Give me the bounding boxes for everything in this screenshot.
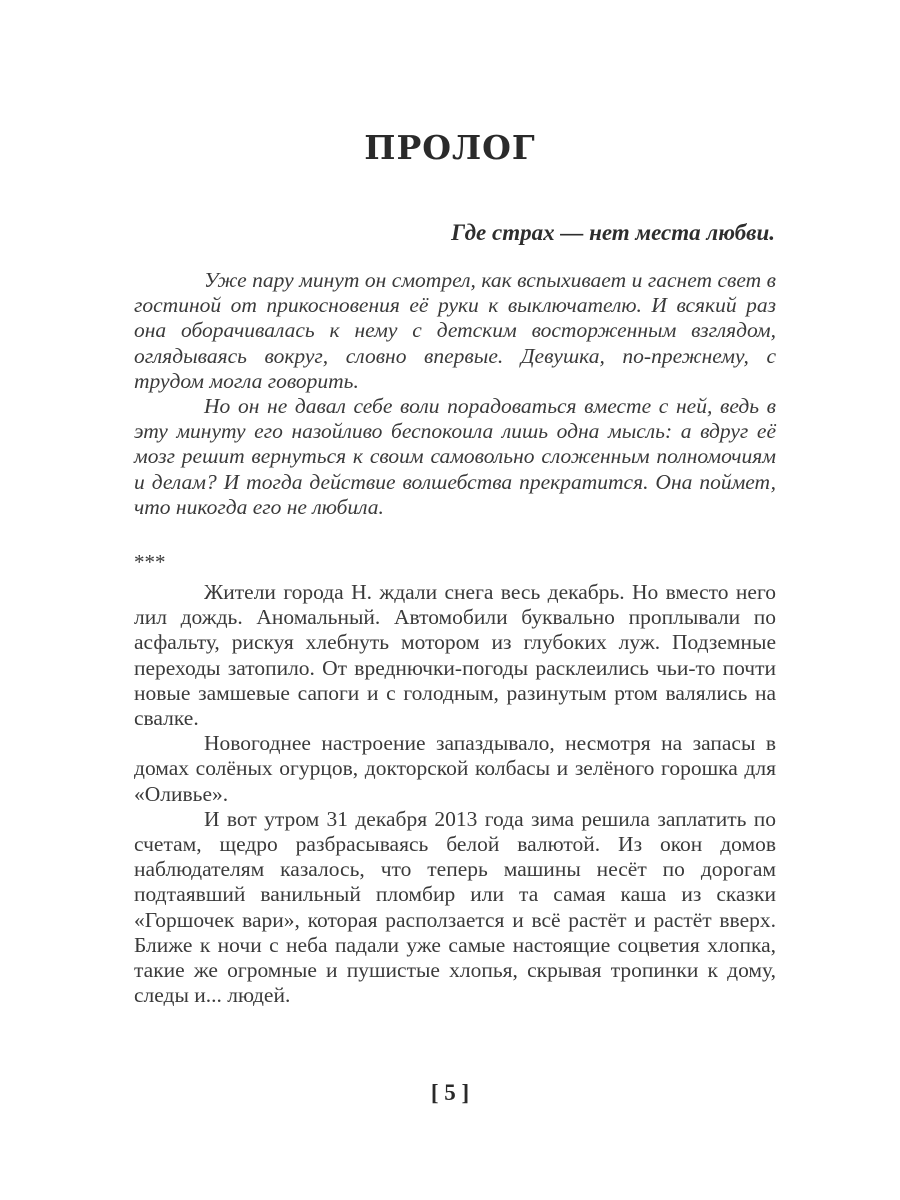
section-separator: *** [134,550,166,574]
paragraph: Новогоднее настроение запаздывало, несмотря на запасы в домах солёных огурцов, докторской колбасы и зелёного горошка для «Оливье». [134,731,776,806]
main-section [134,580,776,1008]
page-number: [ 5 ] [430,1080,470,1105]
chapter-title: ПРОЛОГ [364,128,536,167]
paragraph: Уже пару минут он смотрел, как вспыхивает и гаснет свет в гостиной от прикосновения её руки к выключателю. И всякий раз она оборачивалась к нему с детским восторженным взглядом, оглядываясь вокруг, словно впервые. Девушка, по-прежнему, с трудом могла говорить. [134,268,776,393]
paragraph: Жители города Н. ждали снега весь декабрь. Но вместо него лил дождь. Аномальный. Автомобили буквально проплывали по асфальту, рискуя хлебнуть мотором из глубоких луж. Подземные переходы затопило. От вреднючки-погоды расклеились чьи-то почти новые замшевые сапоги и с голодным, разинутым ртом валялись на свалке. [134,580,776,731]
italic-section [134,268,776,520]
epigraph: Где страх — нет места любви. [451,220,775,245]
paragraph: Но он не давал себе воли порадоваться вместе с ней, ведь в эту минуту его назойливо беспокоила лишь одна мысль: а вдруг её мозг решит вернуться к своим самовольно сложенным полномочиям и делам? И тогда действие волшебства прекратится. Она поймет, что никогда его не любила. [134,394,776,519]
paragraph: И вот утром 31 декабря 2013 года зима решила заплатить по счетам, щедро разбрасываясь белой валютой. Из окон домов наблюдателям казалось, что теперь машины несёт по дорогам подтаявший ванильный пломбир или та самая каша из сказки «Горшочек вари», которая расползается и всё растёт и растёт вверх. Ближе к ночи с неба падали уже самые настоящие соцветия хлопка, такие же огромные и пушистые хлопья, скрывая тропинки к дому, следы и... людей. [134,806,776,1008]
